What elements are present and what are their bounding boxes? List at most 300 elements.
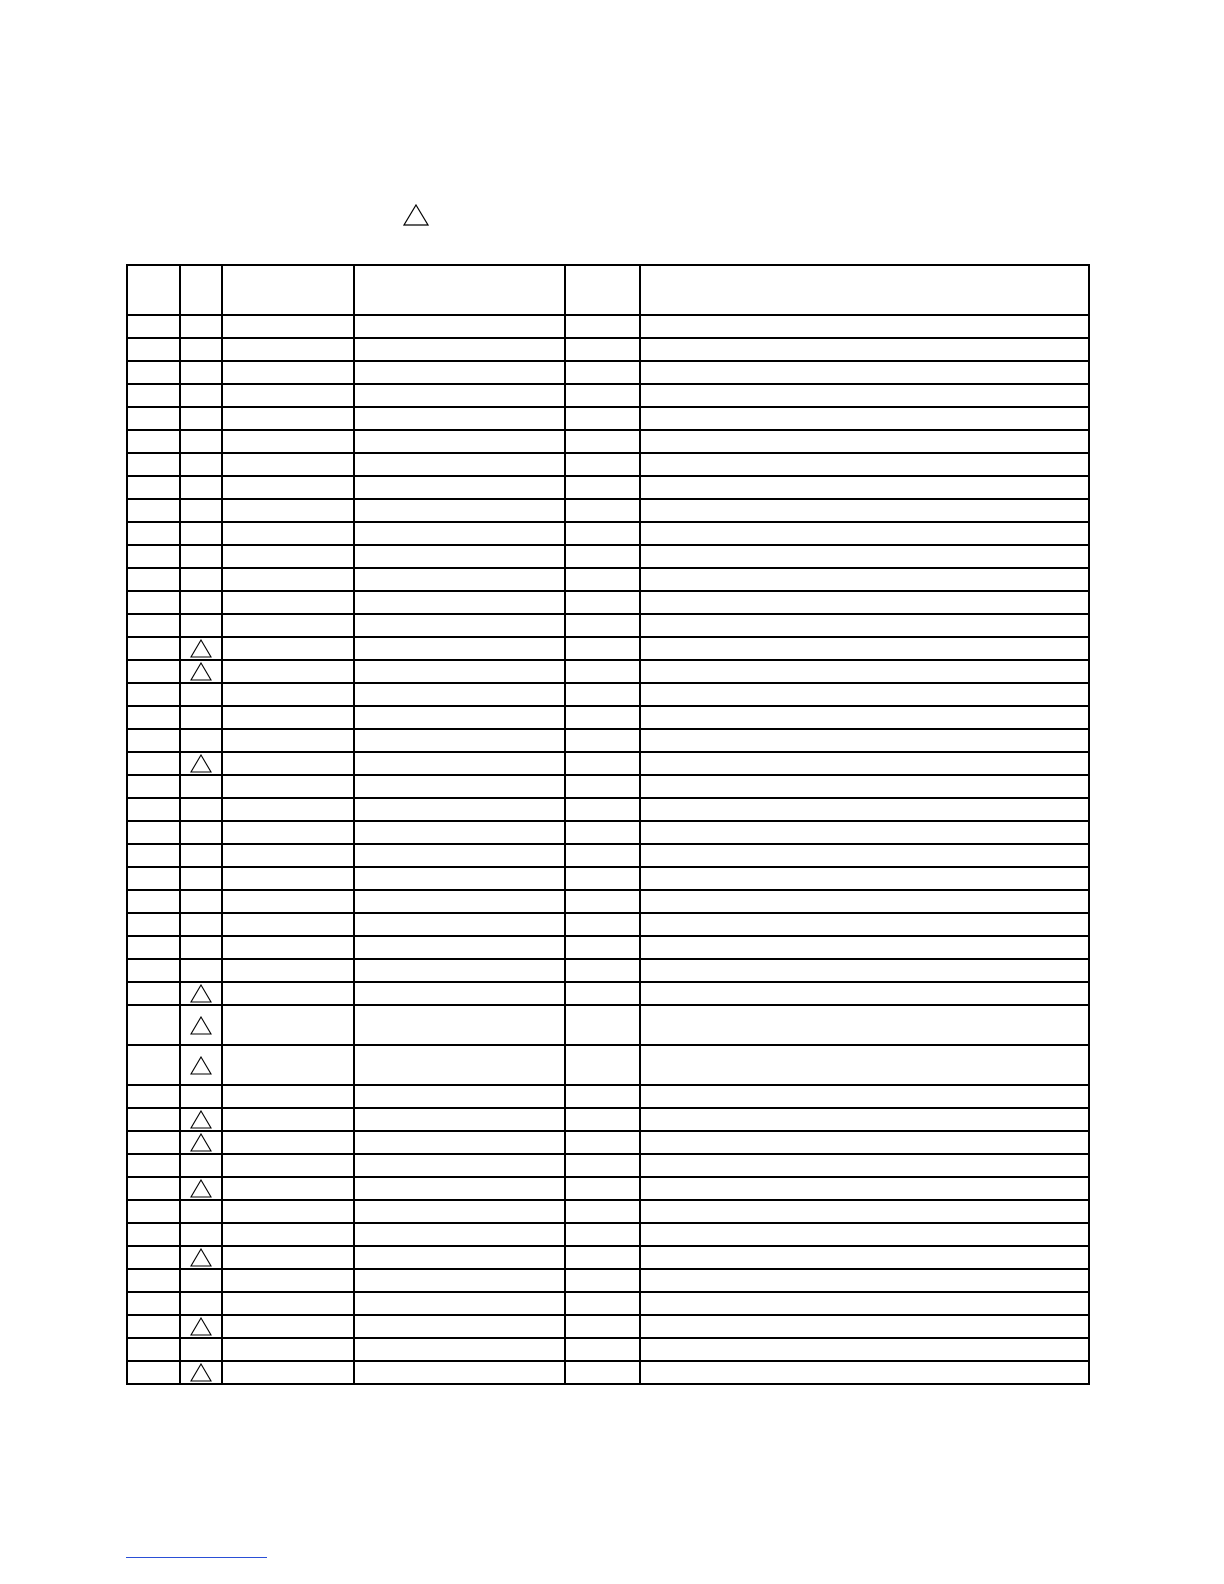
cell-description bbox=[640, 591, 1089, 614]
safety-warning-triangle-icon bbox=[190, 1016, 212, 1035]
column-header-part-name bbox=[354, 265, 565, 315]
table-row bbox=[127, 614, 1089, 637]
table-row bbox=[127, 890, 1089, 913]
cell-safety-mark bbox=[180, 476, 222, 499]
cell-ref-no bbox=[127, 867, 180, 890]
cell-description bbox=[640, 1131, 1089, 1154]
cell-part-name bbox=[354, 1177, 565, 1200]
cell-part-no bbox=[222, 1246, 354, 1269]
cell-part-name bbox=[354, 775, 565, 798]
table-row bbox=[127, 1223, 1089, 1246]
cell-quantity bbox=[565, 568, 640, 591]
cell-ref-no bbox=[127, 637, 180, 660]
cell-ref-no bbox=[127, 315, 180, 338]
cell-part-no bbox=[222, 499, 354, 522]
cell-part-name bbox=[354, 959, 565, 982]
cell-safety-mark bbox=[180, 798, 222, 821]
table-row bbox=[127, 499, 1089, 522]
cell-part-no bbox=[222, 1154, 354, 1177]
cell-part-name bbox=[354, 1005, 565, 1045]
safety-warning-triangle-icon bbox=[190, 1248, 212, 1267]
cell-description bbox=[640, 752, 1089, 775]
cell-description bbox=[640, 614, 1089, 637]
safety-warning-triangle-icon bbox=[190, 1317, 212, 1336]
parts-list-body bbox=[127, 315, 1089, 1384]
cell-safety-mark bbox=[180, 1246, 222, 1269]
cell-safety-mark bbox=[180, 591, 222, 614]
cell-quantity bbox=[565, 1108, 640, 1131]
cell-part-name bbox=[354, 1361, 565, 1384]
cell-part-no bbox=[222, 315, 354, 338]
cell-part-no bbox=[222, 407, 354, 430]
cell-safety-mark bbox=[180, 315, 222, 338]
cell-safety-mark bbox=[180, 361, 222, 384]
table-row bbox=[127, 591, 1089, 614]
cell-description bbox=[640, 1177, 1089, 1200]
table-row bbox=[127, 1292, 1089, 1315]
cell-description bbox=[640, 1315, 1089, 1338]
cell-part-no bbox=[222, 1292, 354, 1315]
cell-description bbox=[640, 1085, 1089, 1108]
table-row bbox=[127, 361, 1089, 384]
cell-part-name bbox=[354, 660, 565, 683]
cell-part-name bbox=[354, 1131, 565, 1154]
cell-part-no bbox=[222, 982, 354, 1005]
table-row bbox=[127, 1005, 1089, 1045]
safety-warning-triangle-icon bbox=[190, 1179, 212, 1198]
cell-part-no bbox=[222, 683, 354, 706]
cell-description bbox=[640, 1223, 1089, 1246]
cell-part-no bbox=[222, 936, 354, 959]
cell-quantity bbox=[565, 476, 640, 499]
cell-ref-no bbox=[127, 890, 180, 913]
cell-ref-no bbox=[127, 1005, 180, 1045]
safety-warning-triangle-icon bbox=[190, 662, 212, 681]
cell-part-name bbox=[354, 982, 565, 1005]
cell-safety-mark bbox=[180, 729, 222, 752]
cell-description bbox=[640, 384, 1089, 407]
cell-safety-mark bbox=[180, 913, 222, 936]
table-row bbox=[127, 729, 1089, 752]
cell-part-no bbox=[222, 1200, 354, 1223]
table-row bbox=[127, 338, 1089, 361]
cell-ref-no bbox=[127, 614, 180, 637]
cell-part-name bbox=[354, 476, 565, 499]
table-row bbox=[127, 522, 1089, 545]
column-header-ref-no bbox=[127, 265, 180, 315]
cell-safety-mark bbox=[180, 637, 222, 660]
cell-quantity bbox=[565, 798, 640, 821]
cell-quantity bbox=[565, 338, 640, 361]
cell-safety-mark bbox=[180, 775, 222, 798]
cell-description bbox=[640, 1045, 1089, 1085]
cell-safety-mark bbox=[180, 890, 222, 913]
cell-safety-mark bbox=[180, 614, 222, 637]
cell-ref-no bbox=[127, 1292, 180, 1315]
cell-ref-no bbox=[127, 1045, 180, 1085]
cell-description bbox=[640, 913, 1089, 936]
cell-ref-no bbox=[127, 821, 180, 844]
cell-part-no bbox=[222, 959, 354, 982]
parts-list-header bbox=[127, 265, 1089, 315]
cell-description bbox=[640, 1292, 1089, 1315]
cell-quantity bbox=[565, 1005, 640, 1045]
cell-part-name bbox=[354, 614, 565, 637]
cell-part-name bbox=[354, 844, 565, 867]
cell-quantity bbox=[565, 959, 640, 982]
cell-part-no bbox=[222, 1005, 354, 1045]
cell-description bbox=[640, 1154, 1089, 1177]
cell-description bbox=[640, 476, 1089, 499]
cell-safety-mark bbox=[180, 982, 222, 1005]
cell-ref-no bbox=[127, 453, 180, 476]
cell-ref-no bbox=[127, 476, 180, 499]
cell-part-name bbox=[354, 407, 565, 430]
table-row bbox=[127, 1045, 1089, 1085]
cell-safety-mark bbox=[180, 1131, 222, 1154]
table-row bbox=[127, 1338, 1089, 1361]
cell-description bbox=[640, 315, 1089, 338]
cell-part-no bbox=[222, 890, 354, 913]
cell-quantity bbox=[565, 752, 640, 775]
cell-description bbox=[640, 1246, 1089, 1269]
cell-ref-no bbox=[127, 1200, 180, 1223]
cell-ref-no bbox=[127, 982, 180, 1005]
cell-quantity bbox=[565, 1315, 640, 1338]
cell-safety-mark bbox=[180, 1177, 222, 1200]
cell-part-no bbox=[222, 706, 354, 729]
cell-part-no bbox=[222, 384, 354, 407]
cell-safety-mark bbox=[180, 568, 222, 591]
cell-quantity bbox=[565, 867, 640, 890]
cell-quantity bbox=[565, 1361, 640, 1384]
cell-quantity bbox=[565, 1223, 640, 1246]
cell-part-no bbox=[222, 798, 354, 821]
cell-part-no bbox=[222, 1223, 354, 1246]
table-row bbox=[127, 936, 1089, 959]
cell-part-name bbox=[354, 453, 565, 476]
cell-part-name bbox=[354, 706, 565, 729]
cell-ref-no bbox=[127, 1085, 180, 1108]
cell-quantity bbox=[565, 1154, 640, 1177]
table-row bbox=[127, 1246, 1089, 1269]
cell-safety-mark bbox=[180, 959, 222, 982]
cell-ref-no bbox=[127, 1223, 180, 1246]
cell-part-no bbox=[222, 1045, 354, 1085]
safety-warning-triangle-icon bbox=[190, 754, 212, 773]
cell-ref-no bbox=[127, 1338, 180, 1361]
cell-description bbox=[640, 660, 1089, 683]
table-row bbox=[127, 1085, 1089, 1108]
table-row bbox=[127, 683, 1089, 706]
safety-warning-triangle-icon bbox=[190, 984, 212, 1003]
table-row bbox=[127, 959, 1089, 982]
cell-quantity bbox=[565, 522, 640, 545]
table-row bbox=[127, 637, 1089, 660]
column-header-description bbox=[640, 265, 1089, 315]
cell-quantity bbox=[565, 890, 640, 913]
cell-part-no bbox=[222, 844, 354, 867]
cell-part-no bbox=[222, 867, 354, 890]
table-row bbox=[127, 1177, 1089, 1200]
cell-quantity bbox=[565, 315, 640, 338]
cell-part-no bbox=[222, 476, 354, 499]
cell-part-name bbox=[354, 1223, 565, 1246]
cell-part-no bbox=[222, 522, 354, 545]
cell-quantity bbox=[565, 1292, 640, 1315]
cell-part-name bbox=[354, 1315, 565, 1338]
cell-ref-no bbox=[127, 706, 180, 729]
cell-description bbox=[640, 729, 1089, 752]
table-row bbox=[127, 1315, 1089, 1338]
cell-ref-no bbox=[127, 844, 180, 867]
cell-safety-mark bbox=[180, 936, 222, 959]
cell-part-name bbox=[354, 821, 565, 844]
cell-ref-no bbox=[127, 1154, 180, 1177]
cell-part-name bbox=[354, 1269, 565, 1292]
safety-warning-triangle-icon bbox=[403, 204, 429, 226]
cell-part-name bbox=[354, 729, 565, 752]
footer-rule bbox=[126, 1557, 267, 1558]
cell-safety-mark bbox=[180, 1269, 222, 1292]
cell-ref-no bbox=[127, 752, 180, 775]
cell-part-name bbox=[354, 384, 565, 407]
cell-description bbox=[640, 867, 1089, 890]
cell-safety-mark bbox=[180, 1292, 222, 1315]
cell-quantity bbox=[565, 683, 640, 706]
cell-part-no bbox=[222, 430, 354, 453]
cell-part-no bbox=[222, 1315, 354, 1338]
cell-part-no bbox=[222, 1269, 354, 1292]
table-row bbox=[127, 844, 1089, 867]
cell-part-no bbox=[222, 775, 354, 798]
cell-safety-mark bbox=[180, 1315, 222, 1338]
cell-part-name bbox=[354, 568, 565, 591]
cell-part-no bbox=[222, 568, 354, 591]
cell-quantity bbox=[565, 1246, 640, 1269]
cell-ref-no bbox=[127, 936, 180, 959]
cell-description bbox=[640, 453, 1089, 476]
cell-quantity bbox=[565, 660, 640, 683]
cell-description bbox=[640, 407, 1089, 430]
cell-ref-no bbox=[127, 1361, 180, 1384]
cell-safety-mark bbox=[180, 821, 222, 844]
cell-part-name bbox=[354, 1292, 565, 1315]
cell-quantity bbox=[565, 591, 640, 614]
cell-part-name bbox=[354, 430, 565, 453]
cell-description bbox=[640, 361, 1089, 384]
cell-ref-no bbox=[127, 1269, 180, 1292]
table-row bbox=[127, 384, 1089, 407]
cell-ref-no bbox=[127, 384, 180, 407]
cell-description bbox=[640, 1200, 1089, 1223]
cell-safety-mark bbox=[180, 522, 222, 545]
cell-quantity bbox=[565, 982, 640, 1005]
cell-part-no bbox=[222, 1085, 354, 1108]
cell-part-name bbox=[354, 1085, 565, 1108]
cell-part-no bbox=[222, 752, 354, 775]
header-row bbox=[127, 265, 1089, 315]
cell-description bbox=[640, 545, 1089, 568]
cell-safety-mark bbox=[180, 844, 222, 867]
cell-quantity bbox=[565, 499, 640, 522]
cell-description bbox=[640, 982, 1089, 1005]
cell-safety-mark bbox=[180, 1108, 222, 1131]
cell-part-no bbox=[222, 591, 354, 614]
cell-part-name bbox=[354, 1338, 565, 1361]
cell-safety-mark bbox=[180, 867, 222, 890]
cell-quantity bbox=[565, 913, 640, 936]
table-row bbox=[127, 913, 1089, 936]
column-header-safety-mark bbox=[180, 265, 222, 315]
cell-safety-mark bbox=[180, 499, 222, 522]
table-row bbox=[127, 476, 1089, 499]
cell-description bbox=[640, 1361, 1089, 1384]
cell-quantity bbox=[565, 1085, 640, 1108]
cell-quantity bbox=[565, 384, 640, 407]
cell-ref-no bbox=[127, 361, 180, 384]
cell-description bbox=[640, 844, 1089, 867]
safety-warning-triangle-icon bbox=[190, 639, 212, 658]
table-row bbox=[127, 568, 1089, 591]
cell-ref-no bbox=[127, 683, 180, 706]
cell-part-name bbox=[354, 591, 565, 614]
cell-safety-mark bbox=[180, 430, 222, 453]
column-header-part-no bbox=[222, 265, 354, 315]
table-row bbox=[127, 1361, 1089, 1384]
cell-ref-no bbox=[127, 1108, 180, 1131]
cell-description bbox=[640, 683, 1089, 706]
table-row bbox=[127, 315, 1089, 338]
cell-part-name bbox=[354, 752, 565, 775]
cell-ref-no bbox=[127, 959, 180, 982]
cell-description bbox=[640, 338, 1089, 361]
cell-safety-mark bbox=[180, 338, 222, 361]
cell-ref-no bbox=[127, 338, 180, 361]
cell-safety-mark bbox=[180, 407, 222, 430]
cell-safety-mark bbox=[180, 660, 222, 683]
cell-description bbox=[640, 522, 1089, 545]
cell-ref-no bbox=[127, 1177, 180, 1200]
cell-part-name bbox=[354, 1200, 565, 1223]
cell-description bbox=[640, 430, 1089, 453]
cell-ref-no bbox=[127, 407, 180, 430]
table-row bbox=[127, 706, 1089, 729]
cell-description bbox=[640, 499, 1089, 522]
cell-quantity bbox=[565, 637, 640, 660]
cell-part-name bbox=[354, 1108, 565, 1131]
cell-part-name bbox=[354, 338, 565, 361]
table-row bbox=[127, 982, 1089, 1005]
cell-ref-no bbox=[127, 499, 180, 522]
cell-safety-mark bbox=[180, 384, 222, 407]
cell-safety-mark bbox=[180, 683, 222, 706]
table-row bbox=[127, 545, 1089, 568]
cell-part-name bbox=[354, 361, 565, 384]
cell-part-no bbox=[222, 1108, 354, 1131]
cell-ref-no bbox=[127, 660, 180, 683]
cell-quantity bbox=[565, 361, 640, 384]
cell-description bbox=[640, 890, 1089, 913]
cell-part-name bbox=[354, 1246, 565, 1269]
cell-part-no bbox=[222, 1361, 354, 1384]
table-row bbox=[127, 407, 1089, 430]
cell-description bbox=[640, 775, 1089, 798]
cell-part-name bbox=[354, 637, 565, 660]
cell-safety-mark bbox=[180, 1223, 222, 1246]
cell-ref-no bbox=[127, 798, 180, 821]
cell-ref-no bbox=[127, 591, 180, 614]
cell-safety-mark bbox=[180, 1085, 222, 1108]
cell-ref-no bbox=[127, 775, 180, 798]
cell-safety-mark bbox=[180, 1338, 222, 1361]
cell-safety-mark bbox=[180, 453, 222, 476]
table-row bbox=[127, 775, 1089, 798]
table-row bbox=[127, 660, 1089, 683]
cell-part-name bbox=[354, 890, 565, 913]
cell-part-name bbox=[354, 315, 565, 338]
cell-quantity bbox=[565, 706, 640, 729]
cell-safety-mark bbox=[180, 1200, 222, 1223]
cell-quantity bbox=[565, 1045, 640, 1085]
cell-description bbox=[640, 706, 1089, 729]
cell-part-no bbox=[222, 1177, 354, 1200]
safety-warning-triangle-icon bbox=[190, 1056, 212, 1075]
cell-part-no bbox=[222, 338, 354, 361]
table-row bbox=[127, 453, 1089, 476]
cell-description bbox=[640, 1338, 1089, 1361]
cell-description bbox=[640, 1269, 1089, 1292]
cell-description bbox=[640, 936, 1089, 959]
safety-warning-triangle-icon bbox=[190, 1110, 212, 1129]
table-row bbox=[127, 1269, 1089, 1292]
cell-description bbox=[640, 568, 1089, 591]
table-row bbox=[127, 752, 1089, 775]
cell-ref-no bbox=[127, 568, 180, 591]
cell-part-no bbox=[222, 913, 354, 936]
cell-part-no bbox=[222, 453, 354, 476]
table-row bbox=[127, 867, 1089, 890]
cell-quantity bbox=[565, 821, 640, 844]
cell-ref-no bbox=[127, 1246, 180, 1269]
cell-description bbox=[640, 959, 1089, 982]
cell-part-name bbox=[354, 522, 565, 545]
cell-quantity bbox=[565, 936, 640, 959]
cell-part-no bbox=[222, 545, 354, 568]
cell-quantity bbox=[565, 430, 640, 453]
table-row bbox=[127, 1200, 1089, 1223]
cell-quantity bbox=[565, 1338, 640, 1361]
cell-safety-mark bbox=[180, 1005, 222, 1045]
safety-warning-triangle-icon bbox=[190, 1133, 212, 1152]
table-row bbox=[127, 1108, 1089, 1131]
cell-quantity bbox=[565, 844, 640, 867]
cell-part-name bbox=[354, 499, 565, 522]
cell-ref-no bbox=[127, 913, 180, 936]
safety-warning-triangle-icon bbox=[190, 1363, 212, 1382]
cell-ref-no bbox=[127, 1131, 180, 1154]
parts-list-table bbox=[126, 264, 1090, 1385]
cell-part-no bbox=[222, 637, 354, 660]
cell-ref-no bbox=[127, 522, 180, 545]
cell-ref-no bbox=[127, 430, 180, 453]
cell-description bbox=[640, 637, 1089, 660]
cell-description bbox=[640, 821, 1089, 844]
column-header-quantity bbox=[565, 265, 640, 315]
cell-ref-no bbox=[127, 729, 180, 752]
cell-quantity bbox=[565, 1200, 640, 1223]
cell-quantity bbox=[565, 614, 640, 637]
